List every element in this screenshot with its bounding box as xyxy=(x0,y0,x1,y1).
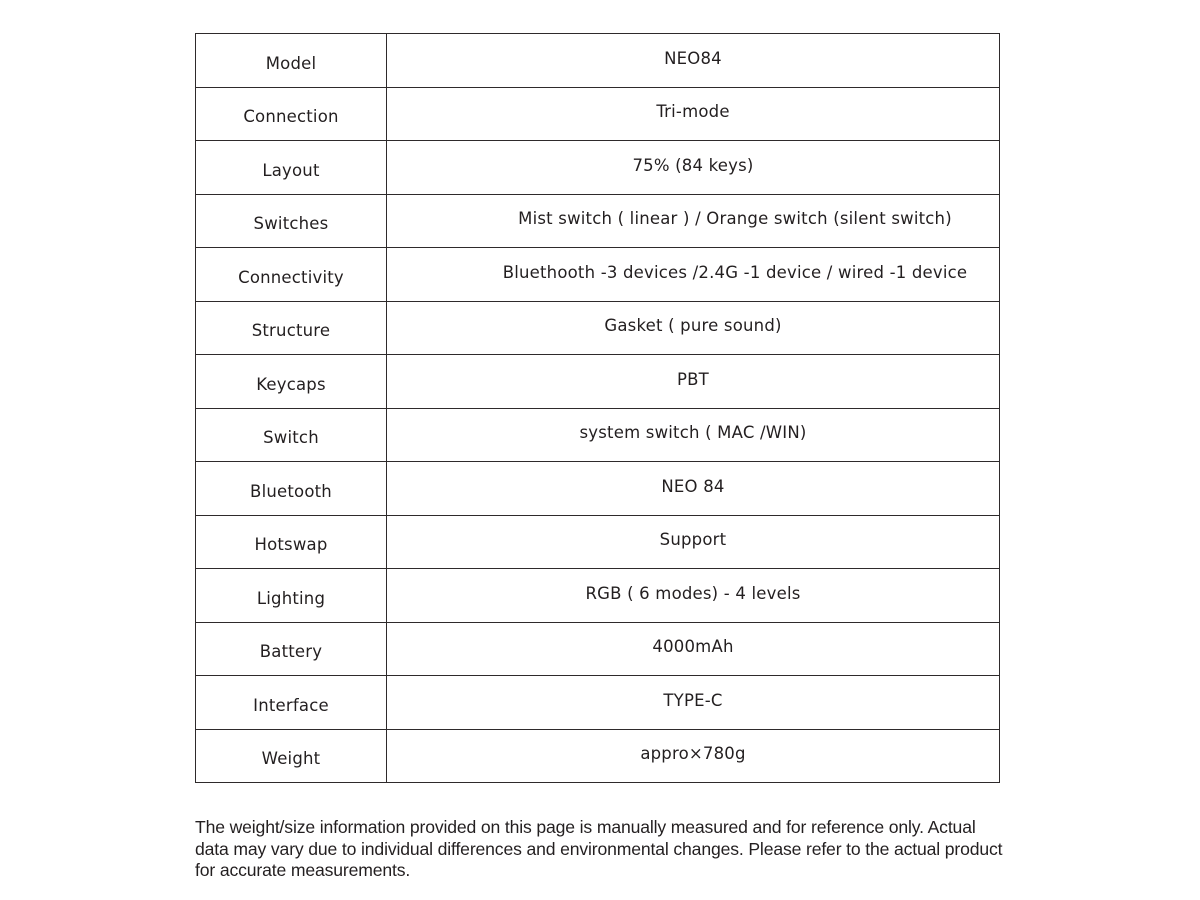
spec-value-cell xyxy=(387,34,1000,88)
spec-value-cell xyxy=(387,355,1000,409)
spec-value: Tri-mode xyxy=(656,102,730,122)
spec-value: RGB ( 6 modes) - 4 levels xyxy=(585,583,801,603)
spec-label-cell xyxy=(196,569,387,623)
spec-label: Structure xyxy=(251,321,331,341)
spec-label: Connection xyxy=(243,107,339,127)
spec-label: Hotswap xyxy=(254,535,328,555)
spec-label-cell xyxy=(196,729,387,783)
spec-label: Layout xyxy=(262,160,320,180)
disclaimer-text: The weight/size information provided on this page is manually measured and for reference only. Actual data may vary due to individual differences and environmental changes. Please refer to the actual product for accurate measurements. xyxy=(195,817,1003,880)
spec-value-cell xyxy=(387,301,1000,355)
spec-label: Lighting xyxy=(256,588,326,608)
spec-label: Keycaps xyxy=(256,374,326,394)
spec-value: NEO 84 xyxy=(661,476,725,496)
spec-label: Model xyxy=(265,53,317,73)
table-row-structure xyxy=(196,301,1000,355)
table-row-weight xyxy=(196,729,1000,783)
spec-label-cell xyxy=(196,622,387,676)
spec-value: system switch ( MAC /WIN) xyxy=(579,423,807,443)
spec-value: NEO84 xyxy=(664,48,722,68)
spec-value-cell xyxy=(387,729,1000,783)
spec-value-cell xyxy=(387,194,1000,248)
spec-label-cell xyxy=(196,462,387,516)
table-row-connection xyxy=(196,87,1000,141)
spec-label-cell xyxy=(196,87,387,141)
spec-value: Gasket ( pure sound) xyxy=(604,316,782,336)
spec-label-cell xyxy=(196,248,387,302)
spec-value-cell xyxy=(387,515,1000,569)
spec-value-cell xyxy=(387,408,1000,462)
spec-value: Support xyxy=(659,530,727,550)
spec-value: Bluethooth -3 devices /2.4G -1 device / wired -1 device xyxy=(502,262,968,282)
table-row-hotswap xyxy=(196,515,1000,569)
spec-value-cell xyxy=(387,622,1000,676)
spec-value-cell xyxy=(387,462,1000,516)
spec-label: Bluetooth xyxy=(250,481,332,501)
table-row-keycaps xyxy=(196,355,1000,409)
spec-value-cell xyxy=(387,676,1000,730)
table-row-interface xyxy=(196,676,1000,730)
spec-label-cell xyxy=(196,301,387,355)
spec-value-cell xyxy=(387,248,1000,302)
table-row-switches xyxy=(196,194,1000,248)
spec-label-cell xyxy=(196,355,387,409)
spec-value-cell xyxy=(387,87,1000,141)
table-row-connectivity xyxy=(196,248,1000,302)
spec-table-body xyxy=(196,34,1000,783)
table-row-layout xyxy=(196,141,1000,195)
spec-label: Battery xyxy=(259,642,323,662)
table-row-switch xyxy=(196,408,1000,462)
spec-label: Switches xyxy=(253,214,329,234)
spec-label-cell xyxy=(196,194,387,248)
spec-value-cell xyxy=(387,141,1000,195)
spec-label: Connectivity xyxy=(238,267,344,287)
table-row-bluetooth xyxy=(196,462,1000,516)
spec-value: Mist switch ( linear ) / Orange switch (silent switch) xyxy=(518,209,952,229)
spec-value: 4000mAh xyxy=(652,637,734,657)
table-row-battery xyxy=(196,622,1000,676)
spec-label-cell xyxy=(196,408,387,462)
spec-label: Weight xyxy=(261,749,321,769)
spec-label-cell xyxy=(196,34,387,88)
spec-value: 75% (84 keys) xyxy=(632,155,754,175)
spec-value: PBT xyxy=(677,369,709,389)
table-row-model xyxy=(196,34,1000,88)
spec-value: TYPE-C xyxy=(663,690,723,710)
spec-table xyxy=(195,33,1000,783)
spec-label: Switch xyxy=(263,428,319,448)
spec-label: Interface xyxy=(253,695,329,715)
spec-label-cell xyxy=(196,141,387,195)
spec-value: appro×780g xyxy=(640,744,746,764)
spec-label-cell xyxy=(196,676,387,730)
spec-label-cell xyxy=(196,515,387,569)
table-row-lighting xyxy=(196,569,1000,623)
spec-value-cell xyxy=(387,569,1000,623)
